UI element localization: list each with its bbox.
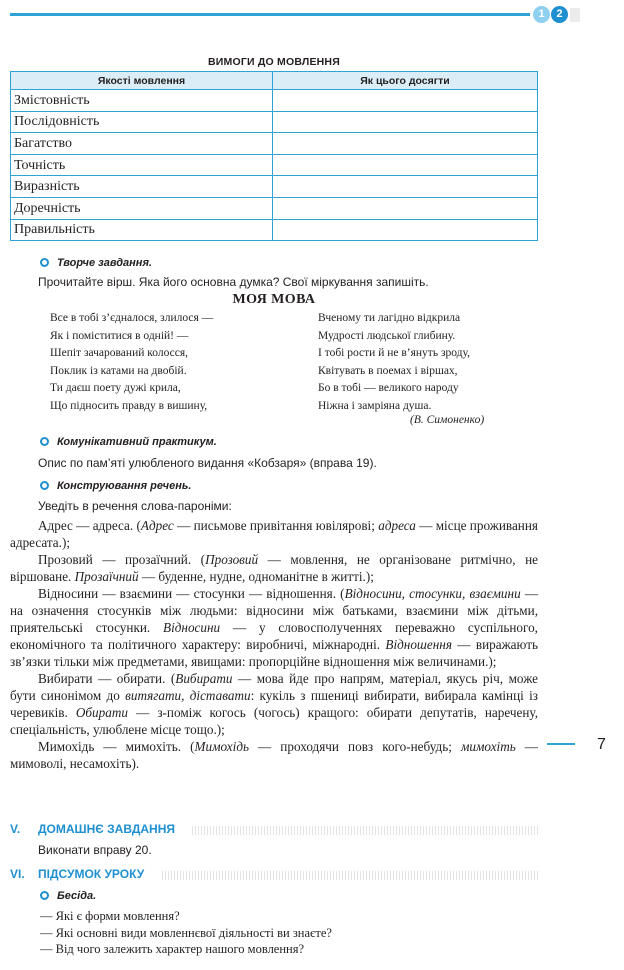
answer-cell xyxy=(273,197,538,219)
section-title: ДОМАШНЄ ЗАВДАННЯ xyxy=(38,822,176,836)
poem-line: Мудрості людської глибину. xyxy=(318,329,456,342)
lesson-marker-2: 2 xyxy=(551,6,568,23)
poem-line: Бо в тобі — великого народу xyxy=(318,382,459,394)
list-item: — Які основні види мовленнєвої діяльності ви знаєте? xyxy=(40,925,332,940)
section-heading-homework xyxy=(10,822,175,836)
task-instruction: Опис по пам’яті улюбленого видання «Кобзаря» (вправа 19). xyxy=(38,456,377,470)
table-title: ВИМОГИ ДО МОВЛЕННЯ xyxy=(208,56,340,68)
table-row xyxy=(11,133,538,155)
term: Прозаїчний xyxy=(74,569,139,584)
text: — у словосполученнях переважно суспільного, економічного та політичного характеру: виробничі, міжнародні. xyxy=(10,620,538,652)
poem-line: Шепіт зачарований колосся, xyxy=(50,347,188,359)
text: — місце проживання адресата.); xyxy=(10,518,538,550)
quality-cell: Багатство xyxy=(11,133,273,155)
table-header-row xyxy=(11,72,538,90)
task-heading-text: Творче завдання. xyxy=(57,257,152,269)
text: — проходячи повз кого-небудь; xyxy=(249,739,461,754)
text: Прозовий — прозаїчний. ( xyxy=(38,552,206,567)
bullet-circle-icon xyxy=(40,481,49,490)
text: Вибирати — обирати. ( xyxy=(38,671,176,686)
poem-author: (В. Симоненко) xyxy=(410,414,485,426)
poem-line: Ти даєш поету дужі крила, xyxy=(50,382,181,394)
poem-line: І тобі рости й не в’януть зроду, xyxy=(318,347,470,359)
list-item: — Які є форми мовлення? xyxy=(40,909,180,923)
header-rule xyxy=(10,13,530,16)
paragraph xyxy=(10,517,538,551)
requirements-table xyxy=(10,71,538,241)
poem-line: Все в тобі з’єдналося, злилося — xyxy=(50,312,214,324)
term: Обирати xyxy=(75,705,128,720)
task-instruction: Уведіть в речення слова-пароніми: xyxy=(38,499,232,513)
quality-cell: Змістовність xyxy=(11,90,273,112)
poem-right-column xyxy=(318,310,470,415)
term: Відносини, стосунки, взаємини xyxy=(344,586,521,601)
quality-cell: Точність xyxy=(11,154,273,176)
term: Вибирати xyxy=(175,671,233,686)
term: Відносини xyxy=(163,620,221,635)
text: — буденне, нудне, одноманітне в житті.); xyxy=(138,569,374,584)
text: — мимоволі, несамохіть). xyxy=(10,739,538,771)
term: витягати, діставати xyxy=(125,688,251,703)
paragraph xyxy=(10,551,538,585)
column-header: Як цього досягти xyxy=(273,72,538,90)
bullet-circle-icon xyxy=(40,258,49,267)
bullet-circle-icon xyxy=(40,437,49,446)
lesson-marker-1: 1 xyxy=(533,6,550,23)
homework-text: Виконати вправу 20. xyxy=(38,843,152,857)
question-list xyxy=(40,908,332,958)
header-shade xyxy=(570,8,580,22)
poem-line: Ніжна і замріяна душа. xyxy=(318,399,432,412)
paragraph xyxy=(10,738,538,772)
text: — виражають зв’язки тільки між предметами, явищами: пропорційне відношення між величинами.); xyxy=(10,637,538,669)
task-heading-construct xyxy=(40,480,570,492)
text: : кукіль з пшениці вибирати, вибирала камінці із черевиків. xyxy=(10,688,538,720)
task-heading-text: Конструювання речень. xyxy=(57,480,192,492)
term: Мимохідь xyxy=(194,739,249,754)
page-number: 7 xyxy=(597,736,606,753)
poem-left-column xyxy=(50,310,213,415)
quality-cell: Правильність xyxy=(11,219,273,241)
section-rule xyxy=(162,871,538,880)
text: Адрес — адреса. ( xyxy=(38,518,141,533)
task-heading-text: Бесіда. xyxy=(57,890,97,902)
paragraph xyxy=(10,585,538,670)
poem-title: МОЯ МОВА xyxy=(232,292,316,307)
paronyms-text xyxy=(10,517,538,772)
text: — з-поміж когось (чогось) кращого: обирати депутатів, наречену, спеціальність, улюблене місце тощо.); xyxy=(10,705,539,737)
task-heading-practice xyxy=(40,436,570,448)
section-number: VI. xyxy=(10,867,25,881)
term: мимохіть xyxy=(460,739,516,754)
table-row xyxy=(11,90,538,112)
table-row xyxy=(11,197,538,219)
bullet-circle-icon xyxy=(40,891,49,900)
section-heading-summary xyxy=(10,867,144,881)
poem-line: Поклик із катами на двобій. xyxy=(50,364,187,377)
table-row xyxy=(11,111,538,133)
table-row xyxy=(11,154,538,176)
text: Мимохідь — мимохіть. ( xyxy=(38,739,195,754)
poem-line: Вченому ти лагідно відкрила xyxy=(318,312,461,324)
term: адреса xyxy=(378,518,416,533)
term: Прозовий xyxy=(205,552,259,567)
text: — на означення стосунків між людьми: відносини між батьками, взаємини між дітьми, приятельські стосунки. xyxy=(10,586,539,635)
section-rule xyxy=(192,826,538,835)
task-heading-creative xyxy=(40,257,570,269)
text: — мовлення, не організоване ритмічно, не віршоване. xyxy=(10,552,538,584)
term: Відношення xyxy=(385,637,452,652)
answer-cell xyxy=(273,219,538,241)
text: — мова йде про напрям, матеріал, якусь річ, може бути синонімом до xyxy=(10,671,538,703)
poem-line: Що підносить правду в вишину, xyxy=(50,399,208,412)
page-number-rule xyxy=(547,743,575,745)
task-heading-talk xyxy=(40,890,570,902)
term: Адрес xyxy=(140,518,174,533)
poem-line: Як і поміститися в одній! — xyxy=(50,329,189,342)
answer-cell xyxy=(273,176,538,198)
quality-cell: Виразність xyxy=(11,176,273,198)
answer-cell xyxy=(273,154,538,176)
text: — письмове привітання ювілярові; xyxy=(173,518,379,533)
section-number: V. xyxy=(10,822,21,836)
answer-cell xyxy=(273,133,538,155)
column-header: Якості мовлення xyxy=(11,72,273,90)
section-title: ПІДСУМОК УРОКУ xyxy=(38,867,145,881)
poem-line: Квітувать в поемах і віршах, xyxy=(318,364,458,377)
table-row xyxy=(11,176,538,198)
answer-cell xyxy=(273,111,538,133)
task-instruction: Прочитайте вірш. Яка його основна думка? Свої міркування запишіть. xyxy=(38,275,429,289)
task-heading-text: Комунікативний практикум. xyxy=(57,436,217,448)
text: Відносини — взаємини — стосунки — відношення. ( xyxy=(38,586,345,601)
table-row xyxy=(11,219,538,241)
quality-cell: Доречність xyxy=(11,197,273,219)
list-item: — Від чого залежить характер нашого мовлення? xyxy=(40,942,305,956)
paragraph xyxy=(10,670,538,738)
answer-cell xyxy=(273,90,538,112)
quality-cell: Послідовність xyxy=(11,111,273,133)
